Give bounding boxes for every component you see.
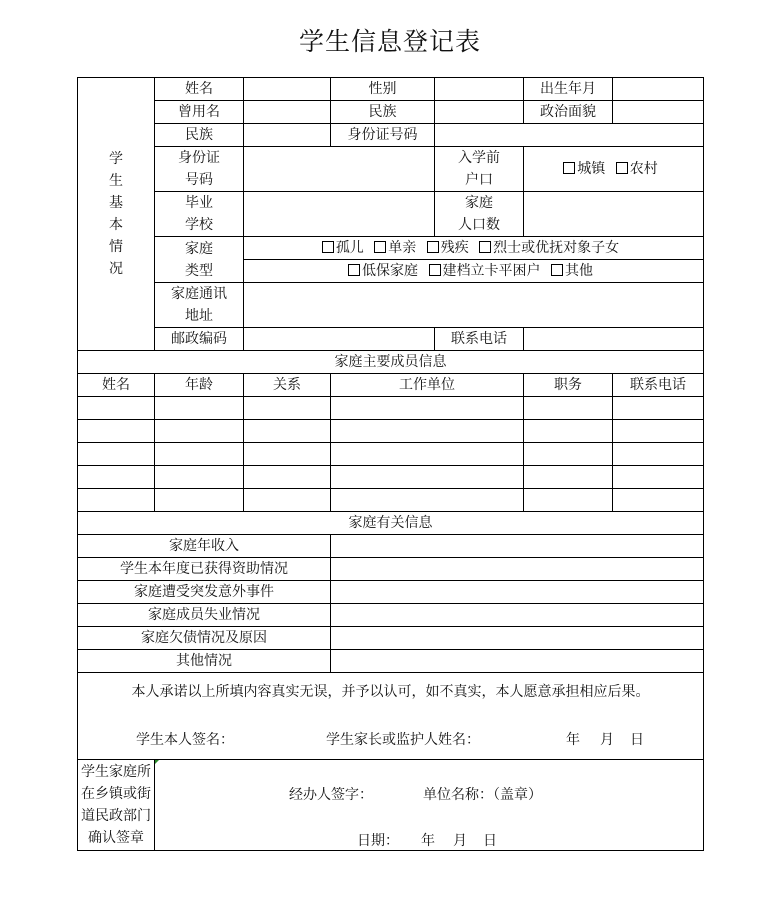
checkbox-icon [427, 241, 439, 253]
family-type-options-line1 [244, 237, 704, 260]
checkbox-icon [551, 264, 563, 276]
checkbox-icon [374, 241, 386, 253]
family-type-options-line2 [244, 260, 704, 283]
id-number-label: 身份证号码 [331, 124, 435, 147]
members-header-row [78, 374, 704, 397]
table-row [78, 489, 704, 512]
phone-label: 联系电话 [435, 328, 524, 351]
date-year: 年 [421, 833, 435, 849]
student-signature-label: 学生本人签名： [136, 732, 234, 748]
household-size-field[interactable] [524, 192, 704, 237]
politics-field[interactable] [613, 101, 704, 124]
table-cell[interactable] [244, 443, 331, 466]
household-size-label: 家庭 人口数 [435, 192, 524, 237]
family-info-label: 家庭年收入 [78, 535, 331, 558]
former-name-label: 曾用名 [155, 101, 244, 124]
table-cell[interactable] [244, 466, 331, 489]
table-cell[interactable] [613, 420, 704, 443]
table-row [78, 443, 704, 466]
family-info-field[interactable] [331, 535, 704, 558]
family-info-heading: 家庭有关信息 [78, 512, 704, 535]
registration-form [77, 77, 704, 851]
date-label: 日期： [357, 833, 399, 849]
hukou-urban-option[interactable]: 城镇 [563, 161, 605, 177]
gender-field[interactable] [435, 78, 524, 101]
table-cell[interactable] [155, 397, 244, 420]
cell-corner-marker [155, 760, 160, 765]
table-cell[interactable] [331, 397, 524, 420]
phone-field[interactable] [524, 328, 704, 351]
checkbox-icon [348, 264, 360, 276]
table-cell[interactable] [331, 420, 524, 443]
table-cell[interactable] [78, 443, 155, 466]
civil-affairs-section [155, 760, 704, 851]
checkbox-icon [429, 264, 441, 276]
id-number-field[interactable] [435, 124, 704, 147]
table-cell[interactable] [524, 466, 613, 489]
family-info-field[interactable] [331, 604, 704, 627]
officer-signature-label: 经办人签字： [289, 787, 373, 803]
pledge-year: 年 [566, 732, 580, 748]
pledge-month: 月 [600, 732, 614, 748]
table-row [78, 466, 704, 489]
checkbox-icon [479, 241, 491, 253]
unit-name-label: 单位名称：（盖章） [423, 787, 542, 803]
table-cell[interactable] [613, 397, 704, 420]
table-cell[interactable] [524, 420, 613, 443]
family-type-label: 家庭 类型 [155, 237, 244, 283]
pledge-text: 本人承诺以上所填内容真实无误，并予以认可，如不真实，本人愿意承担相应后果。 [131, 684, 650, 700]
table-cell[interactable] [244, 489, 331, 512]
postal-code-field[interactable] [244, 328, 435, 351]
name-label: 姓名 [155, 78, 244, 101]
school-field[interactable] [244, 192, 435, 237]
address-label: 家庭通讯 地址 [155, 283, 244, 328]
family-type-other[interactable]: 其他 [551, 263, 593, 279]
family-info-label: 家庭欠债情况及原因 [78, 627, 331, 650]
table-cell[interactable] [155, 443, 244, 466]
family-info-field[interactable] [331, 627, 704, 650]
politics-label: 政治面貌 [524, 101, 613, 124]
table-cell[interactable] [331, 489, 524, 512]
table-cell[interactable] [78, 420, 155, 443]
table-cell[interactable] [331, 466, 524, 489]
birth-label: 出生年月 [524, 78, 613, 101]
table-cell[interactable] [244, 397, 331, 420]
family-info-field[interactable] [331, 650, 704, 673]
guardian-signature-label: 学生家长或监护人姓名： [326, 732, 480, 748]
family-type-single-parent[interactable]: 单亲 [374, 240, 416, 256]
column-header: 职务 [524, 374, 613, 397]
ethnicity-label: 民族 [331, 101, 435, 124]
family-info-field[interactable] [331, 581, 704, 604]
name-field[interactable] [244, 78, 331, 101]
table-cell[interactable] [613, 466, 704, 489]
id-number-label-2: 身份证 号码 [155, 147, 244, 192]
page-title: 学生信息登记表 [298, 27, 481, 56]
family-type-disabled[interactable]: 残疾 [427, 240, 469, 256]
table-row [78, 397, 704, 420]
date-month: 月 [453, 833, 467, 849]
hukou-label: 入学前 户口 [435, 147, 524, 192]
family-info-label: 其他情况 [78, 650, 331, 673]
pledge-section [78, 673, 704, 760]
address-field[interactable] [244, 283, 704, 328]
postal-code-label: 邮政编码 [155, 328, 244, 351]
column-header: 关系 [244, 374, 331, 397]
column-header: 联系电话 [613, 374, 704, 397]
checkbox-icon [563, 162, 575, 174]
table-row [78, 420, 704, 443]
hukou-rural-option[interactable]: 农村 [616, 161, 658, 177]
table-cell[interactable] [155, 489, 244, 512]
column-header: 工作单位 [331, 374, 524, 397]
ethnicity2-label: 民族 [155, 124, 244, 147]
gender-label: 性别 [331, 78, 435, 101]
table-cell[interactable] [331, 443, 524, 466]
table-cell[interactable] [155, 466, 244, 489]
family-info-label: 家庭成员失业情况 [78, 604, 331, 627]
ethnicity2-field[interactable] [244, 124, 331, 147]
id-number-field-2[interactable] [244, 147, 435, 192]
hukou-options [524, 147, 704, 192]
family-info-label: 学生本年度已获得资助情况 [78, 558, 331, 581]
table-cell[interactable] [613, 443, 704, 466]
checkbox-icon [322, 241, 334, 253]
checkbox-icon [616, 162, 628, 174]
column-header: 年龄 [155, 374, 244, 397]
table-cell[interactable] [78, 397, 155, 420]
basic-section-label: 学 生 基 本 情 况 [78, 78, 155, 351]
column-header: 姓名 [78, 374, 155, 397]
table-cell[interactable] [613, 489, 704, 512]
family-type-registered-poor[interactable]: 建档立卡平困户 [429, 263, 541, 279]
table-cell[interactable] [78, 466, 155, 489]
date-day: 日 [483, 833, 497, 849]
family-type-orphan[interactable]: 孤儿 [322, 240, 364, 256]
former-name-field[interactable] [244, 101, 331, 124]
table-cell[interactable] [155, 420, 244, 443]
family-info-field[interactable] [331, 558, 704, 581]
family-type-low-income[interactable]: 低保家庭 [348, 263, 418, 279]
ethnicity-field[interactable] [435, 101, 524, 124]
family-type-martyr[interactable]: 烈士或优抚对象子女 [479, 240, 619, 256]
pledge-day: 日 [630, 732, 644, 748]
family-info-label: 家庭遭受突发意外事件 [78, 581, 331, 604]
members-heading: 家庭主要成员信息 [78, 351, 704, 374]
table-cell[interactable] [524, 489, 613, 512]
school-label: 毕业 学校 [155, 192, 244, 237]
table-cell[interactable] [524, 443, 613, 466]
signature-row [78, 729, 703, 759]
civil-affairs-label: 学生家庭所 在乡镇或街 道民政部门 确认签章 [78, 760, 155, 851]
birth-field[interactable] [613, 78, 704, 101]
table-cell[interactable] [78, 489, 155, 512]
table-cell[interactable] [524, 397, 613, 420]
table-cell[interactable] [244, 420, 331, 443]
